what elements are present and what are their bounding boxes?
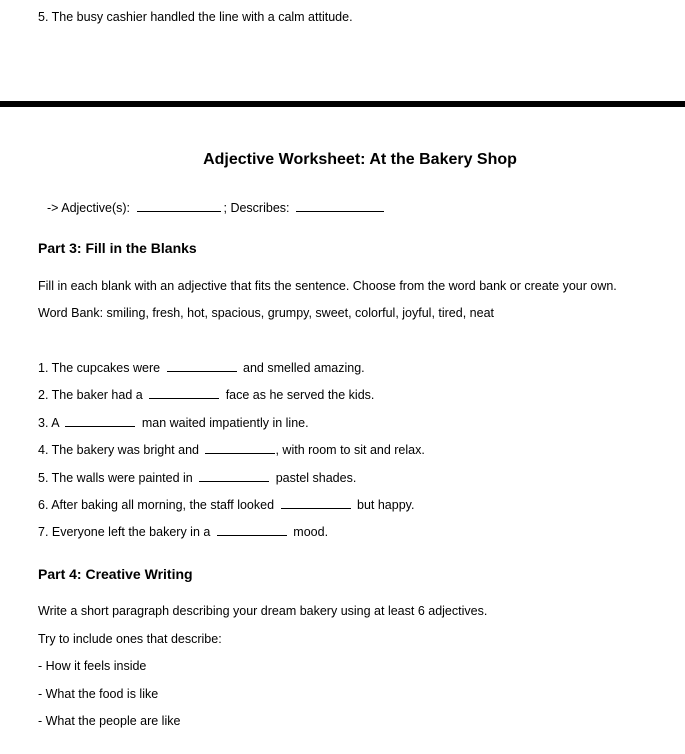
fill-item-text-after: and smelled amazing.	[243, 361, 365, 375]
fill-item-text-after: man waited impatiently in line.	[141, 416, 309, 430]
fill-item-text-before: 1. The cupcakes were	[38, 361, 161, 375]
fill-item-text-after: but happy.	[357, 498, 415, 512]
part3-heading: Part 3: Fill in the Blanks	[38, 240, 197, 256]
fill-item-text-after: face as he served the kids.	[225, 388, 375, 402]
fill-blank-7[interactable]	[217, 524, 287, 536]
adjectives-label: -> Adjective(s):	[47, 201, 131, 215]
fill-item-text-before: 3. A	[38, 416, 59, 430]
part3-instructions: Fill in each blank with an adjective that fits the sentence. Choose from the word bank or create your own.	[38, 279, 617, 293]
fill-blank-6[interactable]	[281, 497, 351, 509]
fill-item-text-before: 7. Everyone left the bakery in a	[38, 525, 211, 539]
fill-item-4	[38, 442, 425, 458]
fill-item-3	[38, 415, 309, 431]
fill-item-text-before: 4. The bakery was bright and	[38, 443, 199, 457]
fill-item-6	[38, 497, 414, 513]
fill-blank-2[interactable]	[149, 387, 219, 399]
describes-label: ; Describes:	[223, 201, 290, 215]
fill-item-text-before: 2. The baker had a	[38, 388, 143, 402]
fill-item-text-after: mood.	[293, 525, 329, 539]
fill-item-text-after: , with room to sit and relax.	[275, 443, 425, 457]
answer-format-line	[47, 200, 387, 216]
part4-bullet-3: - What the people are like	[38, 714, 181, 728]
part4-prompt: Try to include ones that describe:	[38, 632, 222, 646]
fill-item-7	[38, 524, 328, 540]
fill-item-text-before: 5. The walls were painted in	[38, 471, 193, 485]
previous-page-last-item: 5. The busy cashier handled the line with a calm attitude.	[38, 10, 353, 24]
describes-blank[interactable]	[296, 200, 384, 212]
fill-blank-3[interactable]	[65, 415, 135, 427]
fill-item-1	[38, 360, 365, 376]
fill-item-text-before: 6. After baking all morning, the staff looked	[38, 498, 275, 512]
fill-blank-4[interactable]	[205, 442, 275, 454]
fill-blank-1[interactable]	[167, 360, 237, 372]
fill-item-5	[38, 470, 356, 486]
part4-bullet-1: - How it feels inside	[38, 659, 147, 673]
fill-item-2	[38, 387, 374, 403]
fill-blank-5[interactable]	[199, 470, 269, 482]
part4-instructions: Write a short paragraph describing your dream bakery using at least 6 adjectives.	[38, 604, 488, 618]
adjectives-blank[interactable]	[137, 200, 221, 212]
page-divider	[0, 101, 685, 107]
part4-bullet-2: - What the food is like	[38, 687, 159, 701]
word-bank: Word Bank: smiling, fresh, hot, spacious, grumpy, sweet, colorful, joyful, tired, neat	[38, 306, 494, 320]
fill-item-text-after: pastel shades.	[275, 471, 357, 485]
part4-heading: Part 4: Creative Writing	[38, 566, 193, 582]
worksheet-title: Adjective Worksheet: At the Bakery Shop	[203, 151, 517, 168]
